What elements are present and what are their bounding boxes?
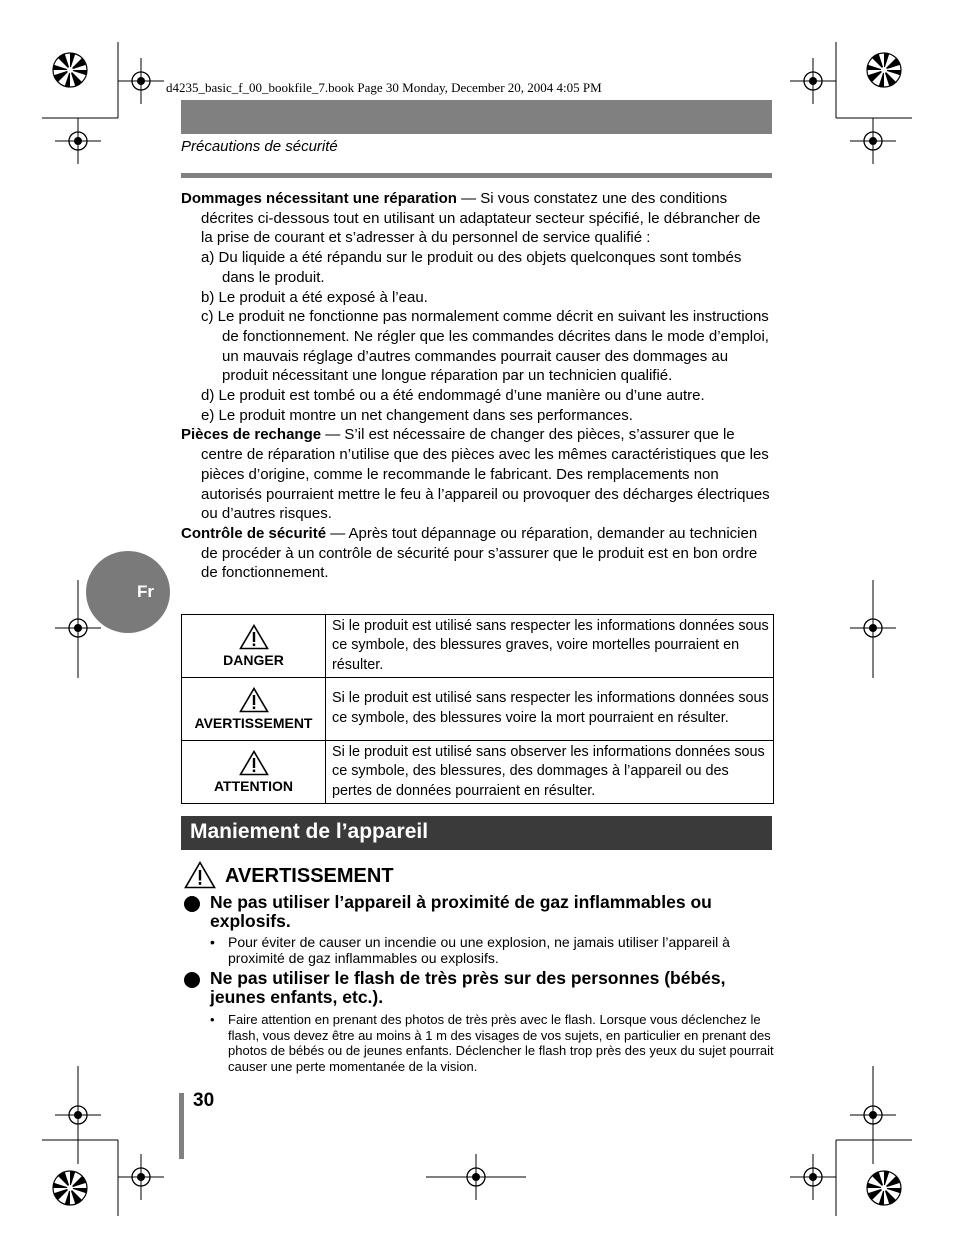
bullet-icon	[184, 972, 200, 988]
language-tab	[86, 551, 170, 633]
bullet-title-flash: Ne pas utiliser le flash de très près sur des personnes (bébés, jeunes enfants, etc.).	[210, 968, 726, 1007]
bullet-detail-gas	[210, 935, 775, 966]
warning-triangle-icon	[239, 687, 269, 713]
handling-title-text: Maniement de l’appareil	[190, 820, 429, 843]
sub-bullet: •	[210, 934, 215, 950]
damage-item-c: c) Le produit ne fonctionne pas normalement comme décrit en suivant les instructions de fonctionnement. Ne régler que les commandes décrites dans le mode d’emploi, un mauvais réglage d’autres commandes pourrait causer des dommages au produit nécessitant une longue réparation par un technicien qualifié.	[201, 308, 769, 385]
header-rule	[181, 173, 772, 178]
danger-description: Si le produit est utilisé sans respecter les informations données sous ce symbole, des blessures graves, voire mortelles pourraient en résulter.	[326, 615, 774, 678]
handling-warning-label: AVERTISSEMENT	[225, 865, 394, 887]
handling-section-title	[181, 816, 772, 850]
avertissement-description: Si le produit est utilisé sans respecter les informations données sous ce symbole, des blessures voire la mort pourraient en résulter.	[326, 678, 774, 741]
table-row	[182, 678, 774, 741]
book-file-header: d4235_basic_f_00_bookfile_7.book Page 30 Monday, December 20, 2004 4:05 PM	[166, 80, 602, 95]
damage-item-e: e) Le produit montre un net changement dans ses performances.	[201, 406, 633, 424]
damage-paragraph	[181, 189, 776, 248]
table-row	[182, 615, 774, 678]
attention-description: Si le produit est utilisé sans observer les informations données sous ce symbole, des blessures, des dommages à l’appareil ou des pertes de données pourraient en résulter.	[326, 741, 774, 804]
header-band	[181, 100, 772, 134]
damage-item-b: b) Le produit a été exposé à l’eau.	[201, 288, 428, 306]
warning-triangle-icon	[239, 624, 269, 650]
bullet-title-gas: Ne pas utiliser l’appareil à proximité de gaz inflammables ou explosifs.	[210, 892, 712, 931]
safety-body-text	[181, 189, 776, 583]
damage-item-a: a) Du liquide a été répandu sur le produit ou des objets quelconques sont tombés dans le produit.	[201, 249, 742, 286]
avertissement-label: AVERTISSEMENT	[194, 715, 313, 731]
page-number-bar	[179, 1093, 184, 1159]
attention-label: ATTENTION	[213, 778, 294, 794]
bullet-detail-flash	[210, 1012, 775, 1074]
warning-symbols-table	[181, 614, 774, 804]
damage-text: — Si vous constatez une des conditions décrites ci-dessous tout en utilisant un adaptateur secteur spécifié, le débrancher de la prise de courant et s’adresser à du personnel de service qualifié :	[201, 190, 761, 247]
page-number: 30	[193, 1090, 215, 1111]
parts-paragraph	[181, 425, 776, 524]
parts-text: — S’il est nécessaire de changer des pièces, s’assurer que le centre de réparation n’utilise que des pièces avec les mêmes caractéristiques que les pièces d’origine, comme le recommande le fabricant. Des remplacements non autorisés pourraient mettre le feu à l’appareil ou provoquer des décharges électriques ou d’autres risques.	[201, 426, 770, 523]
table-row	[182, 741, 774, 804]
bullet-detail-flash-text: Faire attention en prenant des photos de très près avec le flash. Lorsque vous déclenchez le flash, vous devez être au moins à 1 m des visages de vos sujets, en particulier en prenant des photos de bébés ou de jeunes enfants. Déclencher le flash trop près des yeux du sujet pourrait causer une perte momentanée de la vision.	[228, 1012, 774, 1074]
damage-title: Dommages nécessitant une réparation	[181, 190, 457, 207]
warning-triangle-icon	[239, 750, 269, 776]
section-title: Précautions de sécurité	[181, 138, 338, 155]
safety-check-text: — Après tout dépannage ou réparation, demander au technicien de procéder à un contrôle de sécurité pour s’assurer que le produit est en bon ordre de fonctionnement.	[201, 524, 758, 582]
safety-check-paragraph	[181, 524, 776, 583]
bullet-detail-gas-text: Pour éviter de causer un incendie ou une explosion, ne jamais utiliser l’appareil à proximité de gaz inflammables ou explosifs.	[228, 934, 730, 966]
language-tab-label: Fr	[137, 582, 154, 601]
warning-triangle-icon	[184, 861, 216, 889]
safety-check-title: Contrôle de sécurité	[181, 524, 327, 542]
bullet-icon	[184, 896, 200, 912]
sub-bullet: •	[210, 1012, 215, 1027]
danger-label: DANGER	[223, 652, 284, 668]
parts-title: Pièces de rechange	[181, 426, 322, 444]
damage-item-d: d) Le produit est tombé ou a été endommagé d’une manière ou d’une autre.	[201, 387, 705, 405]
